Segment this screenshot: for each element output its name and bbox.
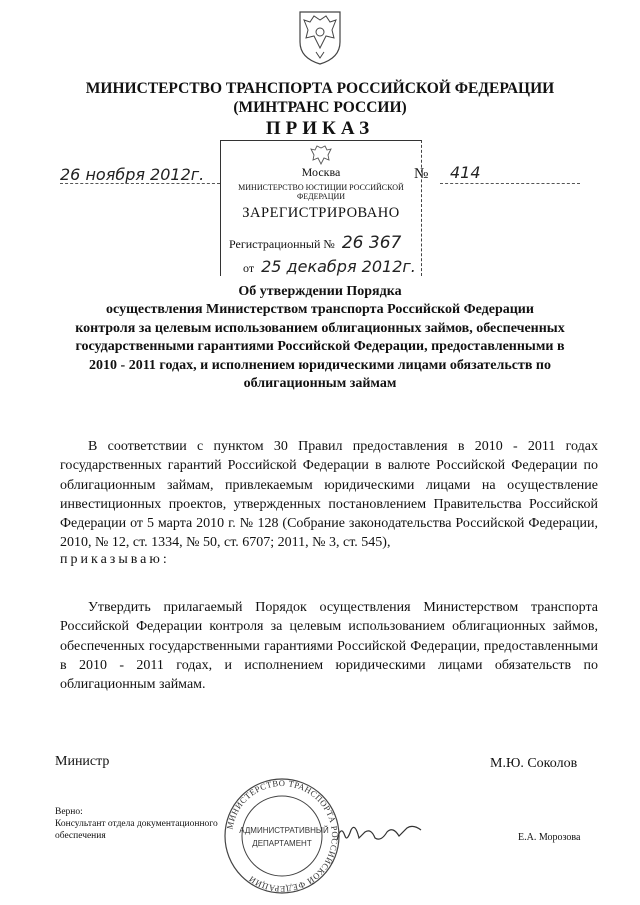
subject-line: Об утверждении Порядка	[238, 284, 402, 299]
stamp-registered: ЗАРЕГИСТРИРОВАНО	[242, 205, 400, 221]
stamp-date-line	[243, 257, 416, 276]
stamp-reg-number: 26 367	[341, 233, 402, 253]
stamp-date-value: 25 декабря 2012г.	[261, 257, 416, 276]
handwritten-date: 26 ноября 2012г.	[60, 165, 205, 184]
preamble-paragraph: В соответствии с пунктом 30 Правил предоставления в 2010 - 2011 годах государственных гарантий Российской Федерации в валюте Российской Федерации по облигационным займам, привлекаемым юридическими лицами на осуществление инвестиционных проектов, утвержденных постановлением Правительства Российской Федерации от 5 марта 2010 г. № 128 (Собрание законодательства Российской Федерации, 2010, № 12, ст. 1334, № 50, ст. 6707; 2011, № 3, ст. 545),	[60, 439, 598, 551]
handwritten-number: 414	[450, 163, 481, 182]
number-underline	[440, 183, 580, 184]
stamp-inner-line: ДЕПАРТАМЕНТ	[252, 839, 312, 848]
handwritten-signature	[335, 818, 425, 848]
verno-label: Верно:	[55, 807, 83, 817]
stamp-date-label: от	[243, 261, 255, 275]
order-word: приказываю:	[60, 552, 170, 567]
certifier-name: Е.А. Морозова	[518, 832, 581, 843]
consultant-line: Консультант отдела документационного	[55, 819, 218, 829]
stamp-inner-line: АДМИНИСТРАТИВНЫЙ	[239, 826, 329, 835]
stamp-reg-label: Регистрационный №	[229, 237, 335, 251]
subject-line: государственными гарантиями Российской Федерации, предоставленными в	[75, 339, 565, 355]
subject-line: контроля за целевым использованием облигационных займов, обеспеченных	[75, 320, 565, 336]
department-round-stamp	[222, 776, 342, 896]
subject-line: осуществления Министерством транспорта Российской Федерации	[106, 302, 534, 318]
stamp-reg-number-line	[229, 233, 401, 253]
decision-paragraph: Утвердить прилагаемый Порядок осуществления Министерством транспорта Российской Федерации контроля за целевым использованием облигационных займов, обеспеченных государственными гарантиями Российской Федерации, предоставленными в 2010 - 2011 годах, и исполнением юридическими лицами обязательств по облигационным займам.	[60, 600, 598, 693]
ministry-short-name: (МИНТРАНС РОССИИ)	[233, 99, 407, 116]
consultant-line: обеспечения	[55, 831, 106, 841]
coat-of-arms-emblem	[296, 8, 344, 66]
subject-line: 2010 - 2011 годах, и исполнением юридическими лицами обязательств по	[89, 357, 551, 373]
stamp-eagle-icon	[309, 145, 333, 165]
stamp-city: Москва	[301, 165, 341, 179]
certification-block	[55, 806, 218, 842]
order-title: ПРИКАЗ	[265, 118, 375, 139]
ministry-name: МИНИСТЕРСТВО ТРАНСПОРТА РОССИЙСКОЙ ФЕДЕРАЦИИ	[85, 80, 555, 97]
registration-stamp	[220, 140, 422, 276]
stamp-ring-text: МИНИСТЕРСТВО ТРАНСПОРТА РОССИЙСКОЙ ФЕДЕРАЦИИ	[224, 777, 341, 895]
signer-position: Министр	[55, 754, 110, 769]
number-label: №	[414, 166, 429, 182]
stamp-organization: МИНИСТЕРСТВО ЮСТИЦИИ РОССИЙСКОЙ ФЕДЕРАЦИИ	[238, 183, 404, 201]
order-subject	[60, 283, 580, 393]
subject-line: облигационным займам	[243, 376, 397, 392]
date-underline	[60, 183, 220, 184]
signer-name: М.Ю. Соколов	[490, 756, 578, 771]
